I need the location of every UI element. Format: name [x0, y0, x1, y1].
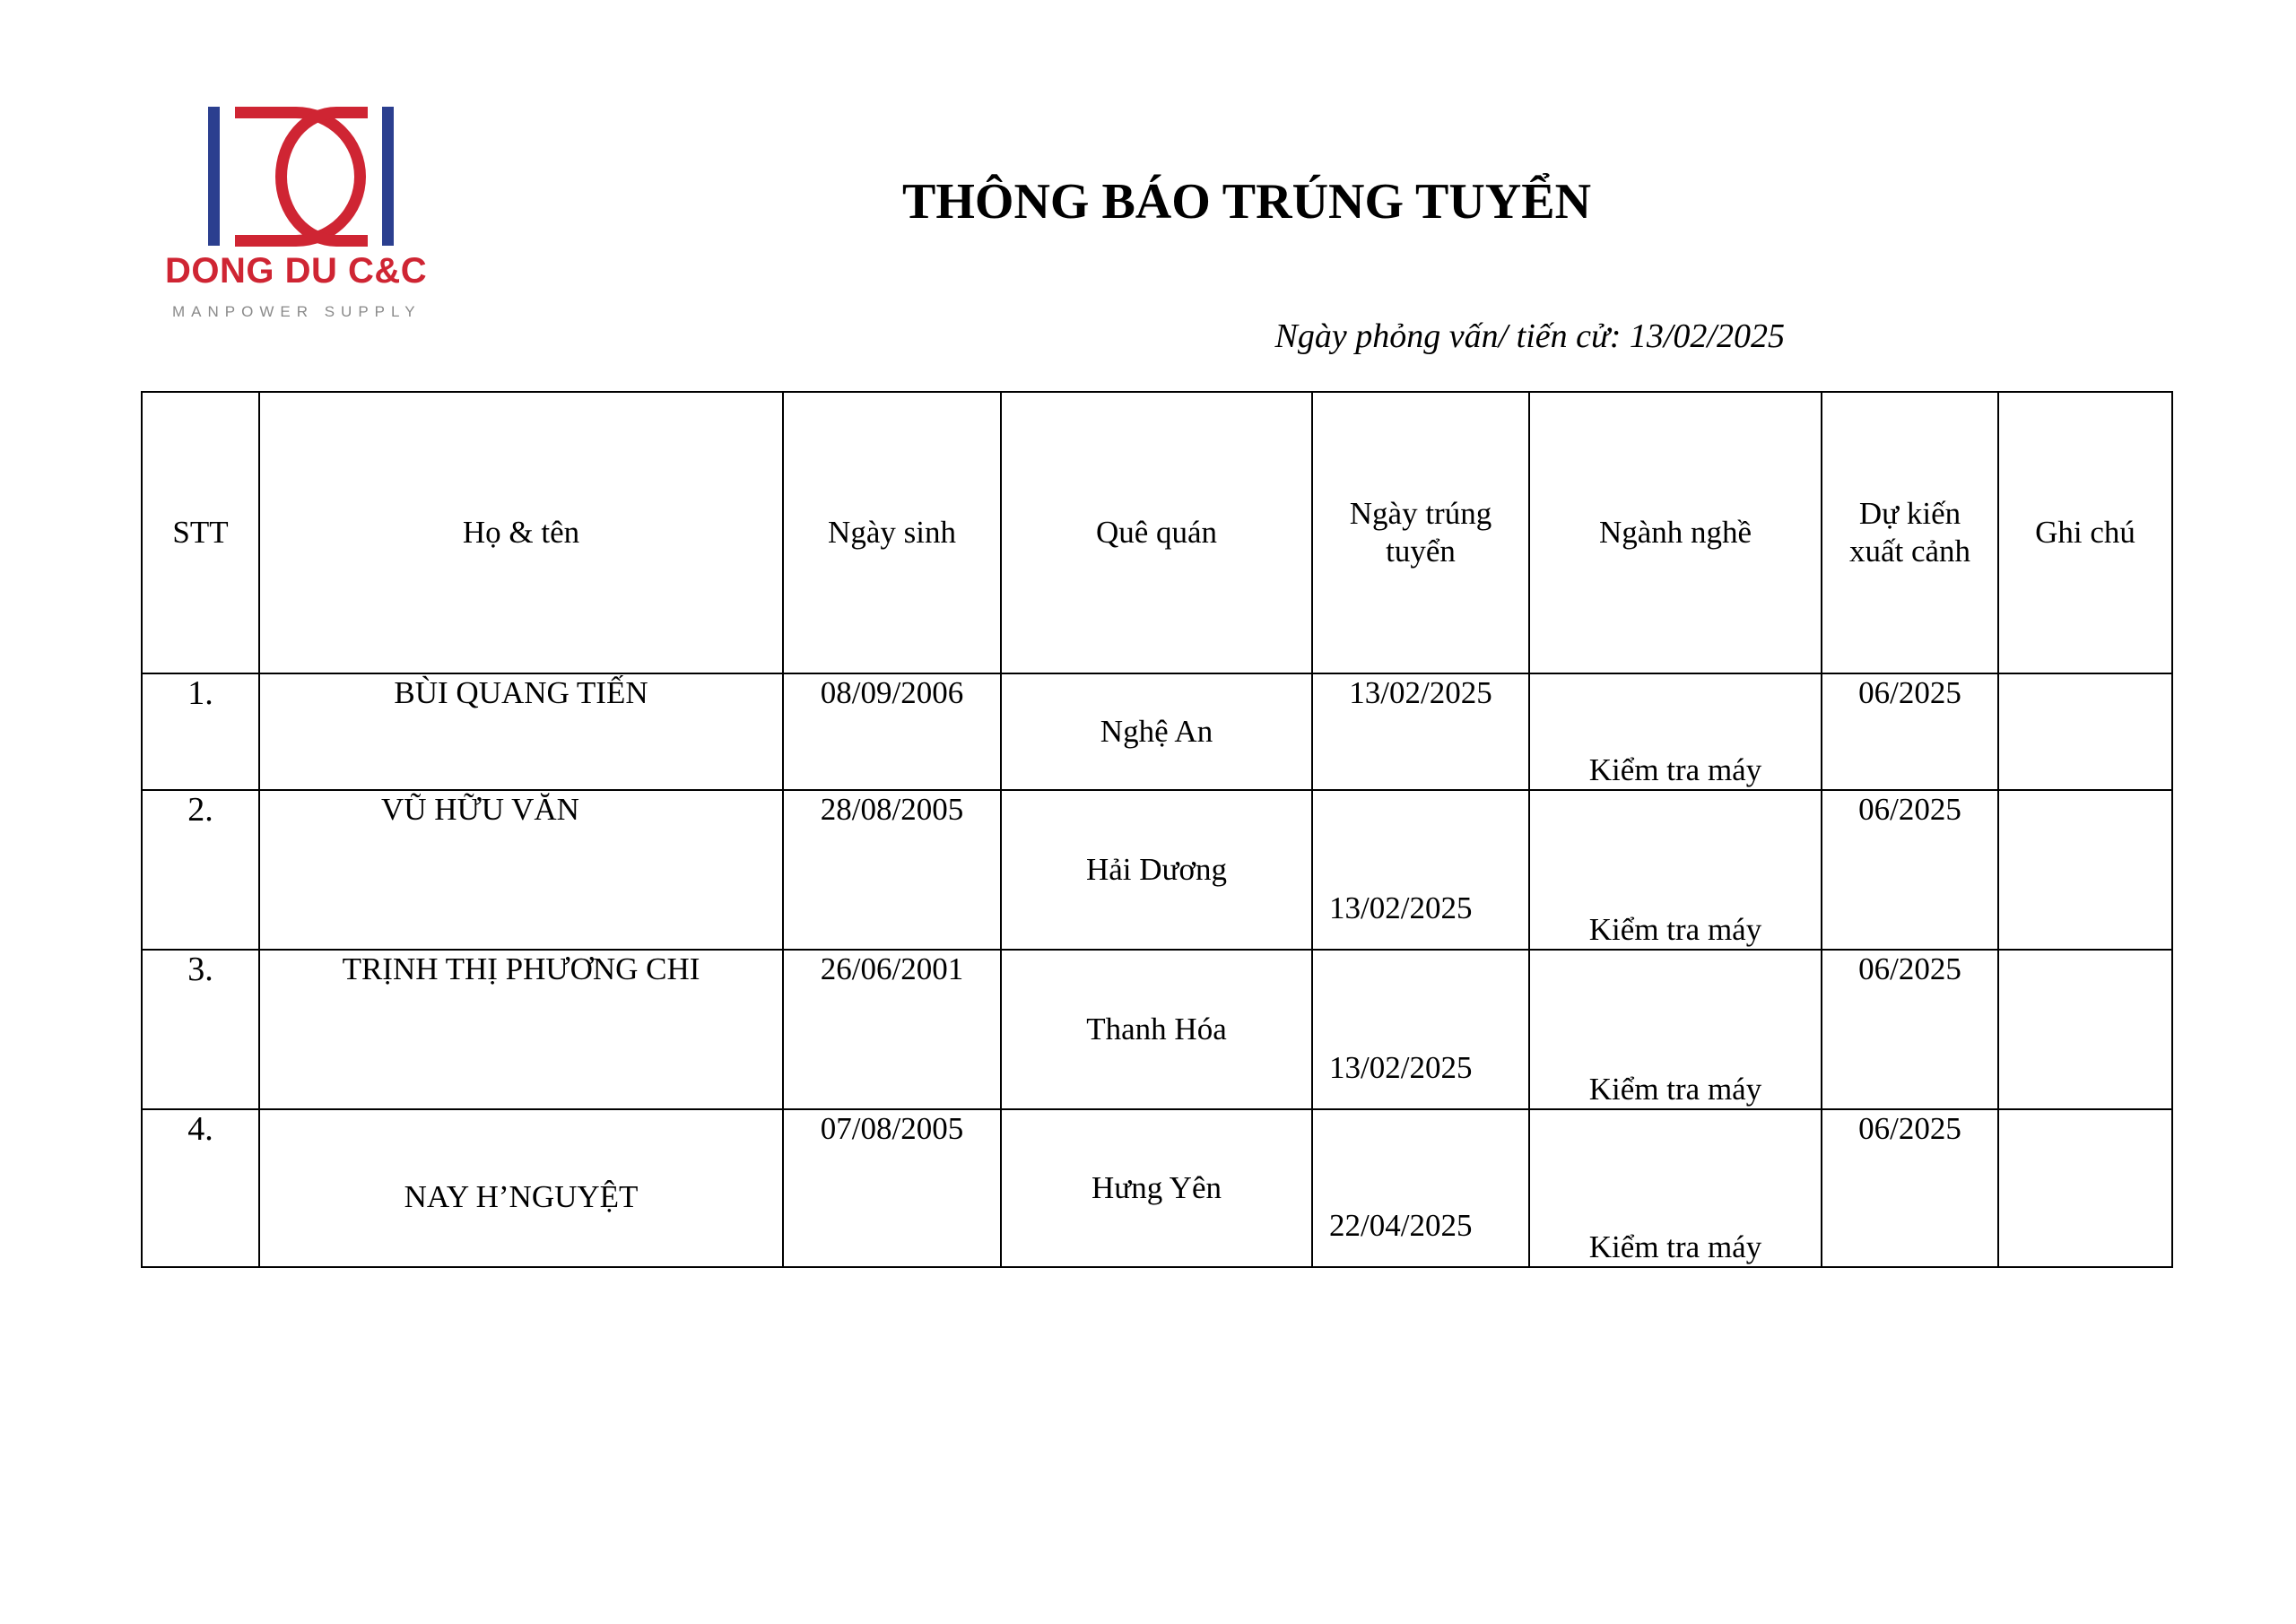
cell-stt: 1. [142, 673, 259, 790]
col-header-stt: STT [142, 392, 259, 673]
cell-stt: 2. [142, 790, 259, 950]
table-header-row [142, 392, 2172, 673]
cell-job: Kiểm tra máy [1529, 1109, 1822, 1267]
cell-note [1998, 950, 2172, 1109]
cell-dob: 08/09/2006 [783, 673, 1001, 790]
cell-job: Kiểm tra máy [1529, 790, 1822, 950]
cell-job: Kiểm tra máy [1529, 673, 1822, 790]
cell-note [1998, 790, 2172, 950]
cell-departure: 06/2025 [1822, 1109, 1998, 1267]
cell-hometown: Nghệ An [1001, 673, 1312, 790]
table-row [142, 790, 2172, 950]
logo-tagline: MANPOWER SUPPLY [172, 303, 422, 320]
cell-dob: 07/08/2005 [783, 1109, 1001, 1267]
col-header-dob: Ngày sinh [783, 392, 1001, 673]
page-title: THÔNG BÁO TRÚNG TUYỂN [901, 174, 1592, 230]
table-row [142, 950, 2172, 1109]
cell-departure: 06/2025 [1822, 790, 1998, 950]
results-table [141, 391, 2173, 1268]
cell-name: TRỊNH THỊ PHƯƠNG CHI [259, 950, 783, 1109]
cell-departure: 06/2025 [1822, 673, 1998, 790]
cell-hometown: Thanh Hóa [1001, 950, 1312, 1109]
cell-hire-date: 13/02/2025 [1312, 950, 1529, 1109]
cell-hire-date: 22/04/2025 [1312, 1109, 1529, 1267]
cell-hometown: Hưng Yên [1001, 1109, 1312, 1267]
col-header-hometown: Quê quán [1001, 392, 1312, 673]
col-header-departure: Dự kiến xuất cảnh [1822, 392, 1998, 673]
cell-job: Kiểm tra máy [1529, 950, 1822, 1109]
cell-departure: 06/2025 [1822, 950, 1998, 1109]
logo-company-name: DONG DU C&C [165, 251, 428, 291]
cell-stt: 3. [142, 950, 259, 1109]
col-header-job: Ngành nghề [1529, 392, 1822, 673]
cell-name: NAY H’NGUYỆT [259, 1109, 783, 1267]
cell-stt: 4. [142, 1109, 259, 1267]
cell-note [1998, 673, 2172, 790]
cell-hire-date: 13/02/2025 [1312, 673, 1529, 790]
col-header-name: Họ & tên [259, 392, 783, 673]
col-header-hire-date: Ngày trúng tuyển [1312, 392, 1529, 673]
cell-note [1998, 1109, 2172, 1267]
col-header-note: Ghi chú [1998, 392, 2172, 673]
interview-date-line: Ngày phỏng vấn/ tiến cử: 13/02/2025 [1274, 317, 1785, 355]
company-logo [152, 85, 444, 345]
cell-dob: 28/08/2005 [783, 790, 1001, 950]
cell-hire-date: 13/02/2025 [1312, 790, 1529, 950]
table-row [142, 1109, 2172, 1267]
cell-hometown: Hải Dương [1001, 790, 1312, 950]
cell-name: BÙI QUANG TIẾN [259, 673, 783, 790]
logo-mark-icon [152, 85, 444, 256]
cell-name: VŨ HỮU VĂN [259, 790, 783, 950]
cell-dob: 26/06/2001 [783, 950, 1001, 1109]
table-row [142, 673, 2172, 790]
